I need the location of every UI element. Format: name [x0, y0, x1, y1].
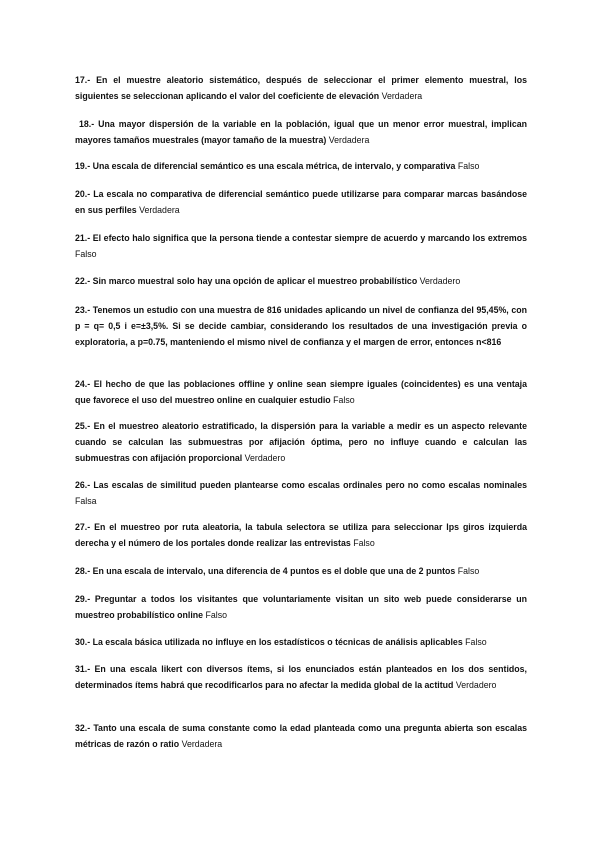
question-answer: Verdadero — [455, 680, 497, 690]
question-statement: 21.- El efecto halo significa que la persona tiende a contestar siempre de acuerdo y marcando los extremos — [75, 233, 527, 243]
question-answer: Falso — [333, 395, 355, 405]
question-24 — [75, 376, 527, 408]
question-26 — [75, 477, 527, 509]
question-statement: 19.- Una escala de diferencial semántico es una escala métrica, de intervalo, y comparativa — [75, 161, 456, 171]
question-statement: 31.- En una escala likert con diversos ítems, si los enunciados están planteados en los dos sentidos, determinados ítems habrá que recodificarlos para no afectar la medida global de la actitud — [75, 664, 527, 690]
question-17 — [75, 72, 527, 104]
question-18 — [75, 116, 527, 148]
question-30 — [75, 634, 527, 650]
question-statement: 29.- Preguntar a todos los visitantes que voluntariamente visitan un sito web puede considerarse un muestreo probabilístico online — [75, 594, 527, 620]
question-statement: 26.- Las escalas de similitud pueden plantearse como escalas ordinales pero no como escalas nominales — [75, 480, 527, 490]
question-answer: Falso — [457, 566, 480, 576]
question-19 — [75, 158, 527, 174]
question-answer: Falso — [205, 610, 228, 620]
question-statement: 17.- En el muestre aleatorio sistemático, después de seleccionar el primer elemento muestral, los siguientes se seleccionan aplicando el valor del coeficiente de elevación — [75, 75, 527, 101]
question-statement: 27.- En el muestreo por ruta aleatoria, la tabula selectora se utiliza para seleccionar lps giros izquierda derecha y el número de los portales donde realizar las entrevistas — [75, 522, 527, 548]
question-32 — [75, 720, 527, 752]
question-statement: 22.- Sin marco muestral solo hay una opción de aplicar el muestreo probabilístico — [75, 276, 418, 286]
question-statement: 20.- La escala no comparativa de diferencial semántico puede utilizarse para comparar marcas basándose en sus perfiles — [75, 189, 527, 215]
question-31 — [75, 661, 527, 693]
question-25 — [75, 418, 527, 466]
question-27 — [75, 519, 527, 551]
question-statement: 30.- La escala básica utilizada no influye en los estadísticos o técnicas de análisis aplicables — [75, 637, 463, 647]
question-statement: 24.- El hecho de que las poblaciones offline y online sean siempre iguales (coincidentes) es una ventaja que favorece el uso del muestreo online en cualquier estudio — [75, 379, 527, 405]
question-answer: Verdadero — [419, 276, 461, 286]
question-answer: Verdadera — [328, 135, 370, 145]
question-28 — [75, 563, 527, 579]
question-answer: Verdadera — [139, 205, 180, 215]
question-21 — [75, 230, 527, 262]
question-20 — [75, 186, 527, 218]
question-answer: Falso — [457, 161, 480, 171]
question-statement: 28.- En una escala de intervalo, una diferencia de 4 puntos es el doble que una de 2 puntos — [75, 566, 456, 576]
question-answer: Verdadera — [181, 739, 223, 749]
question-answer: Verdadero — [244, 453, 286, 463]
question-29 — [75, 591, 527, 623]
question-answer: Falsa — [75, 496, 97, 506]
question-answer: Falso — [353, 538, 375, 548]
question-answer: Verdadera — [381, 91, 423, 101]
question-statement: 18.- Una mayor dispersión de la variable en la población, igual que un menor error muestral, implican mayores tamaños muestrales (mayor tamaño de la muestra) — [75, 119, 527, 145]
question-statement: 32.- Tanto una escala de suma constante como la edad planteada como una pregunta abierta son escalas métricas de razón o ratio — [75, 723, 527, 749]
question-statement: 23.- Tenemos un estudio con una muestra de 816 unidades aplicando un nivel de confianza del 95,45%, con p = q= 0,5 i e=±3,5%. Si se decide cambiar, considerando los resultados de una investigación previa o exploratoria, a p=0.75, manteniendo el mismo nivel de confianza y el margen de error, entonces n<816 — [75, 305, 527, 347]
question-statement: 25.- En el muestreo aleatorio estratificado, la dispersión para la variable a medir es un aspecto relevante cuando se calculan las submuestras por afijación óptima, pero no influye cuando e calculan las submuestras con afijación proporcional — [75, 421, 527, 463]
question-22 — [75, 273, 527, 289]
question-answer: Falso — [75, 249, 97, 259]
question-23 — [75, 302, 527, 350]
question-answer: Falso — [465, 637, 487, 647]
